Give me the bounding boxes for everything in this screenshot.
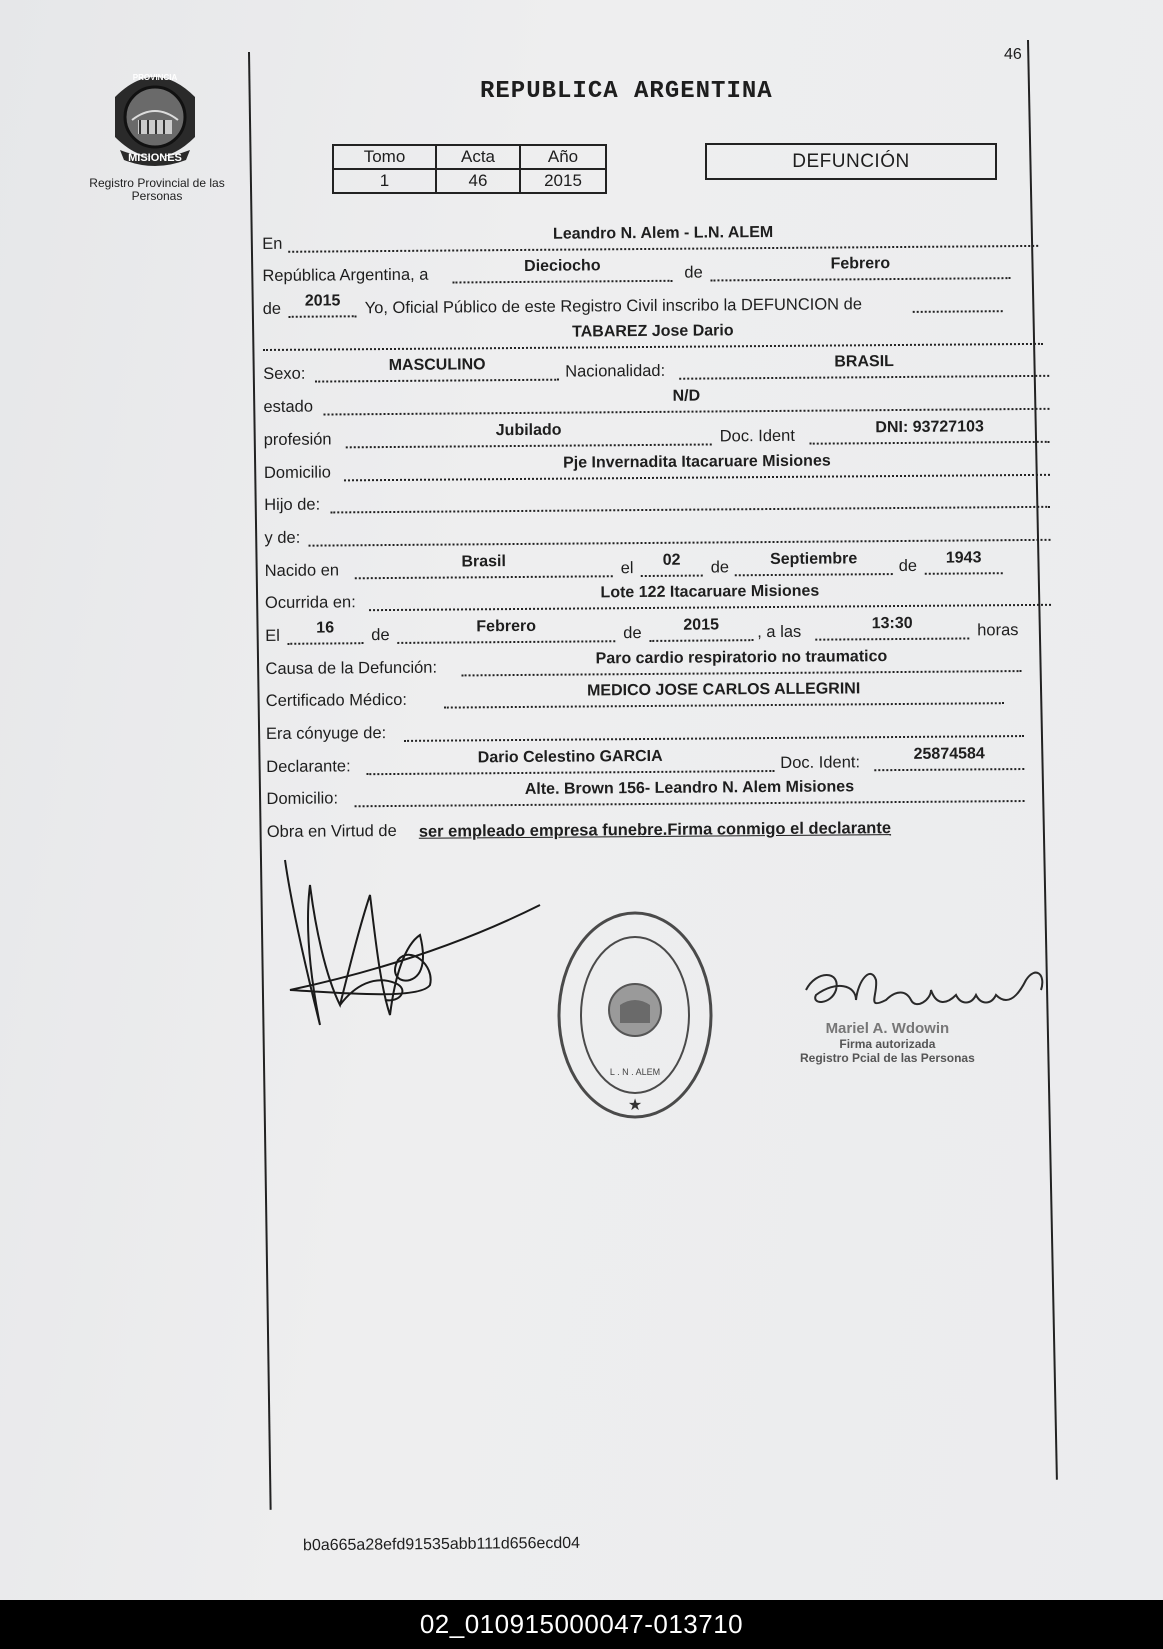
field-fallecido: [263, 321, 1043, 351]
field-profesion: [346, 421, 712, 448]
label-horas: horas: [977, 621, 1019, 640]
label-yo: Yo, Oficial Público de este Registro Civil inscribo la DEFUNCION de: [364, 295, 863, 318]
value-anio: 2015: [304, 292, 341, 310]
header-tomo: Tomo: [333, 145, 436, 169]
field-mes: [710, 255, 1010, 281]
field-ocurrida: [369, 582, 1051, 611]
label-conyuge: Era cónyuge de:: [265, 724, 387, 743]
value-domicilio-declarante: Alte. Brown 156- Leandro N. Alem Misiones: [524, 778, 855, 799]
field-certificado: [444, 681, 1004, 709]
value-anio: 2015: [520, 169, 606, 193]
value-declarante-doc: 25874584: [913, 745, 985, 763]
field-lugar: [288, 223, 1038, 253]
field-nac-anio: [925, 550, 1003, 575]
reference-header-row: [333, 145, 606, 169]
field-domicilio: [344, 451, 1050, 481]
value-nacionalidad: BRASIL: [834, 353, 894, 371]
misiones-crest-logo: [100, 62, 210, 172]
label-de-mes: de: [684, 263, 703, 283]
field-conyuge: [404, 713, 1024, 742]
label-el-def: El: [265, 626, 280, 645]
field-declarante: [366, 748, 774, 775]
form-body: [262, 218, 1057, 845]
document-hash: b0a665a28efd91535abb111d656ecd04: [302, 1534, 581, 1555]
value-nac-anio: 1943: [945, 548, 982, 567]
reference-table: [332, 144, 607, 194]
row-obra: [267, 806, 1057, 845]
field-def-mes: [397, 618, 615, 644]
logo-caption: Registro Provincial de las Personas: [89, 176, 225, 203]
label-de-anio: de: [262, 299, 282, 319]
value-tomo: 1: [333, 169, 436, 193]
field-y-de: [308, 517, 1050, 547]
label-de-def-anio: de: [623, 623, 642, 643]
label-de-nac-mes: de: [710, 557, 730, 577]
value-doc: DNI: 93727103: [875, 418, 984, 437]
field-nacido-en: [355, 553, 613, 579]
value-causa: Paro cardio respiratorio no traumatico: [595, 647, 888, 668]
value-profesion: Jubilado: [495, 421, 562, 439]
label-profesion: profesión: [263, 430, 332, 449]
field-domicilio-declarante: [354, 778, 1024, 807]
field-nacionalidad: [679, 353, 1049, 380]
value-nacido-en: Brasil: [461, 552, 506, 571]
authorization-role: Firma autorizada: [839, 1037, 936, 1051]
label-en: En: [262, 234, 283, 253]
label-certificado: Certificado Médico:: [265, 691, 408, 711]
field-declarante-doc: [874, 746, 1024, 771]
value-sexo: MASCULINO: [388, 356, 486, 375]
official-signature: [280, 855, 550, 1040]
label-sexo: Sexo:: [263, 365, 306, 384]
value-estado: N/D: [672, 387, 701, 405]
value-def-mes: Febrero: [476, 617, 537, 636]
label-doc-ident-declarante: Doc. Ident:: [780, 753, 861, 772]
page-number: 46: [1004, 46, 1022, 63]
field-anio: [289, 293, 357, 318]
value-dia: Dieciocho: [524, 257, 601, 276]
field-estado: [323, 386, 1049, 416]
value-nac-dia: 02: [662, 551, 681, 569]
field-nac-mes: [735, 551, 893, 576]
value-acta: 46: [436, 169, 520, 193]
label-de-nac-anio: de: [898, 556, 918, 575]
label-el: el: [620, 558, 634, 577]
value-declarante: Dario Celestino GARCIA: [477, 747, 663, 767]
label-domicilio-declarante: Domicilio:: [266, 789, 339, 809]
field-hijo-de: [330, 484, 1050, 514]
label-nacionalidad: Nacionalidad:: [565, 362, 666, 382]
label-doc-ident: Doc. Ident: [719, 426, 795, 446]
value-hora: 13:30: [871, 614, 913, 633]
authorization-office: Registro Pcial de las Personas: [800, 1051, 975, 1065]
value-nac-mes: Septiembre: [770, 549, 858, 568]
label-causa: Causa de la Defunción:: [265, 658, 438, 678]
label-estado: estado: [263, 397, 314, 417]
svg-text:L . N . ALEM: L . N . ALEM: [609, 1067, 661, 1077]
label-a-las: , a las: [757, 622, 802, 642]
label-domicilio: Domicilio: [263, 462, 331, 482]
value-fallecido: TABAREZ Jose Dario: [572, 322, 734, 341]
value-mes: Febrero: [830, 255, 891, 273]
svg-text:PROVINCIA: PROVINCIA: [132, 73, 178, 82]
label-ocurrida: Ocurrida en:: [264, 593, 356, 613]
footer-code-bar: 02_010915000047-013710: [0, 1600, 1163, 1649]
value-ocurrida: Lote 122 Itacaruare Misiones: [600, 582, 820, 602]
value-domicilio: Pje Invernadita Itacaruare Misiones: [562, 452, 831, 472]
label-hijo-de: Hijo de:: [264, 495, 321, 515]
field-causa: [461, 648, 1021, 676]
field-dia: [452, 258, 672, 284]
field-nac-dia: [641, 552, 703, 576]
header-acta: Acta: [436, 145, 520, 169]
label-de-def-mes: de: [371, 625, 390, 645]
field-def-dia: [287, 620, 363, 645]
label-y-de: y de:: [264, 528, 301, 547]
page-title: REPUBLICA ARGENTINA: [480, 78, 773, 105]
document-type-box: DEFUNCIÓN: [705, 143, 997, 180]
authorization-name: Mariel A. Wdowin: [825, 1020, 950, 1037]
field-def-anio: [649, 617, 753, 642]
label-declarante: Declarante:: [266, 757, 351, 776]
label-republica: República Argentina, a: [262, 266, 429, 286]
official-seal-stamp: [550, 905, 720, 1130]
authorization-block: [800, 1020, 975, 1065]
header-anio: Año: [520, 145, 606, 169]
value-lugar: Leandro N. Alem - L.N. ALEM: [552, 223, 774, 243]
value-def-dia: 16: [316, 619, 335, 637]
field-hora: [815, 615, 969, 640]
field-blank-after-yo: [913, 288, 1003, 313]
field-sexo: [315, 357, 559, 383]
svg-text:MISIONES: MISIONES: [128, 152, 182, 164]
value-obra: ser empleado empresa funebre.Firma conmigo el declarante: [418, 819, 892, 841]
value-def-anio: 2015: [683, 616, 720, 634]
label-obra: Obra en Virtud de: [266, 822, 397, 842]
field-doc: [810, 419, 1050, 445]
value-certificado: MEDICO JOSE CARLOS ALLEGRINI: [587, 680, 861, 700]
svg-text:★: ★: [627, 1095, 643, 1114]
label-nacido-en: Nacido en: [264, 560, 340, 580]
reference-value-row: [333, 169, 606, 193]
